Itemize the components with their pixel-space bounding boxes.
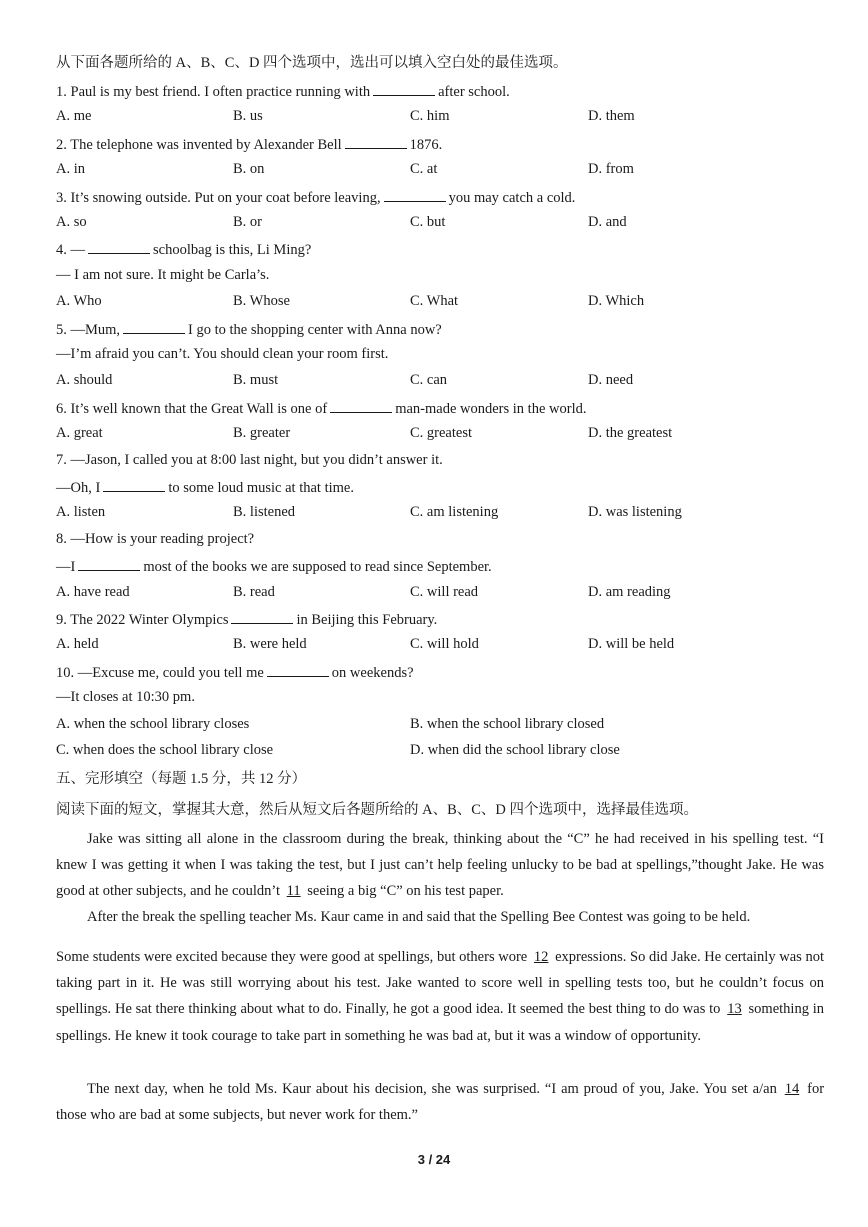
question-text: on weekends? (331, 664, 414, 681)
answer-option: B. or (233, 214, 262, 230)
answer-option: B. must (233, 372, 279, 389)
answer-option: D. Which (588, 293, 645, 310)
question-text: schoolbag is this, Li Ming? (153, 242, 312, 259)
question-line (56, 688, 195, 706)
page-number: 3 / 24 (417, 1152, 451, 1167)
question-line (56, 609, 437, 629)
question-text: in Beijing this February. (296, 612, 438, 628)
answer-option: D. will be held (588, 636, 675, 653)
answer-option: B. greater (233, 425, 291, 442)
passage-text: Some students were excited because they were good at spellings, but others wore (56, 949, 528, 965)
question-text: to some loud music at that time. (168, 480, 354, 496)
question-text: man-made wonders in the world. (395, 400, 587, 417)
answer-option: C. when does the school library close (56, 742, 274, 758)
passage-paragraph-2 (56, 944, 824, 1049)
passage-paragraph-3 (56, 1076, 824, 1128)
question-text: 3. It’s snowing outside. Put on your coat before leaving, (56, 189, 381, 206)
question-text: 9. The 2022 Winter Olympics (56, 612, 229, 628)
answer-blank (103, 477, 165, 492)
question-text: 5. —Mum, (56, 321, 121, 338)
blank-number: 14 (784, 1081, 800, 1097)
answer-option: A. have read (56, 583, 130, 600)
question-text: 7. —Jason, I called you at 8:00 last night, but you didn’t answer it. (56, 451, 443, 468)
question-text: 2. The telephone was invented by Alexander Bell (56, 136, 342, 153)
answer-blank (384, 187, 446, 202)
answer-blank (373, 81, 435, 96)
section-instructions: 阅读下面的短文，掌握其大意，然后从短文后各题所给的 A、B、C、D 四个选项中，选择最佳选项。 (56, 802, 699, 818)
answer-option: C. will hold (410, 636, 479, 653)
question-line (56, 134, 442, 154)
answer-option: D. when did the school library close (410, 742, 620, 758)
answer-option: D. am reading (588, 583, 671, 600)
question-text: 1876. (409, 136, 443, 153)
question-text: —I’m afraid you can’t. You should clean your room first. (56, 346, 389, 362)
answer-option: B. were held (233, 636, 307, 653)
blank-number: 12 (533, 949, 549, 965)
answer-option: B. when the school library closed (410, 715, 605, 732)
answer-option: A. held (56, 636, 99, 653)
section-title: 五、完形填空（每题 1.5 分，共 12 分） (56, 771, 307, 787)
answer-option: B. us (233, 108, 263, 125)
answer-option: B. listened (233, 504, 296, 521)
question-line (56, 451, 443, 469)
question-line (56, 662, 414, 682)
question-text: 8. —How is your reading project? (56, 530, 255, 547)
question-line (56, 319, 442, 339)
answer-option: A. me (56, 108, 92, 125)
answer-option: D. and (588, 214, 627, 230)
question-line (56, 345, 388, 363)
answer-option: A. listen (56, 504, 106, 521)
answer-option: C. greatest (410, 425, 473, 442)
answer-option: D. was listening (588, 504, 682, 521)
passage-paragraph-2-first-line: After the break the spelling teacher Ms. Kaur came in and said that the Spelling Bee Contest was going to be held. (87, 909, 751, 925)
answer-option: A. so (56, 214, 87, 230)
answer-blank (345, 134, 407, 149)
question-text: 6. It’s well known that the Great Wall is one of (56, 400, 328, 417)
answer-option: C. will read (410, 583, 479, 600)
answer-blank (78, 556, 140, 571)
passage-text: something in spellings. He knew it took courage to take part in something he was bad at, but it was a window of opportunity. (56, 1001, 825, 1044)
question-line (56, 81, 510, 101)
passage-text: for those who are bad at some subjects, but never work for them.” (56, 1081, 825, 1124)
answer-option: D. need (588, 372, 634, 389)
question-text: 1. Paul is my best friend. I often practice running with (56, 84, 371, 100)
instructions: 从下面各题所给的 A、B、C、D 四个选项中，选出可以填入空白处的最佳选项。 (56, 55, 568, 71)
passage-text: Jake was sitting all alone in the classroom during the break, thinking about the “C” he had received in his spelling test. “I knew I was getting it when I was taking the test, but I just can’t help feeling unlucky to be bad at spellings,”thought Jake. He was good at other subjects, and he couldn’t (56, 831, 824, 900)
answer-option: D. the greatest (588, 425, 673, 442)
answer-option: A. Who (56, 293, 102, 310)
answer-option: A. great (56, 425, 103, 442)
answer-blank (123, 319, 185, 334)
answer-option: C. am listening (410, 504, 499, 521)
question-text: —It closes at 10:30 pm. (56, 689, 195, 706)
answer-option: A. in (56, 161, 85, 178)
question-text: 4. — (56, 242, 85, 259)
answer-option: C. What (410, 293, 459, 310)
question-text: —I (56, 559, 76, 576)
question-line (56, 477, 354, 497)
question-line (56, 266, 269, 284)
answer-option: A. when the school library closes (56, 715, 250, 732)
answer-blank (267, 662, 329, 677)
answer-option: C. at (410, 161, 438, 178)
answer-blank (231, 609, 293, 624)
passage-text: expressions. So did Jake. He certainly was not taking part in it. He was still worrying about his test. Jake wanted to score well in spelling tests too, but he couldn’t focus on spellings. He sat there thinking about what to do. Finally, he got a good idea. It seemed the best thing to do was to (56, 949, 824, 1018)
question-text: you may catch a cold. (448, 189, 576, 206)
question-text: 10. —Excuse me, could you tell me (56, 664, 264, 681)
question-line (56, 398, 586, 418)
answer-option: C. him (410, 108, 450, 125)
blank-number: 13 (727, 1001, 742, 1018)
answer-option: C. but (410, 214, 446, 230)
question-line (56, 556, 492, 576)
answer-blank (88, 239, 150, 254)
answer-option: B. read (233, 583, 275, 600)
answer-option: C. can (410, 372, 448, 389)
blank-number: 11 (286, 883, 301, 900)
question-text: —Oh, I (56, 480, 101, 496)
answer-blank (330, 398, 392, 413)
answer-option: D. from (588, 161, 634, 178)
passage-text: The next day, when he told Ms. Kaur about his decision, she was surprised. “I am proud of you, Jake. You set a/an (87, 1081, 777, 1097)
question-line (56, 239, 311, 259)
answer-option: B. on (233, 161, 265, 178)
answer-option: A. should (56, 372, 113, 389)
question-line (56, 187, 575, 207)
answer-option: B. Whose (233, 293, 290, 310)
passage-text: seeing a big “C” on his test paper. (307, 883, 504, 900)
passage-paragraph-1 (56, 826, 824, 905)
question-text: — I am not sure. It might be Carla’s. (56, 266, 270, 283)
question-line (56, 530, 254, 548)
answer-option: D. them (588, 108, 635, 125)
question-text: I go to the shopping center with Anna now? (188, 321, 442, 338)
question-text: most of the books we are supposed to read since September. (143, 559, 492, 576)
question-text: after school. (438, 84, 510, 100)
